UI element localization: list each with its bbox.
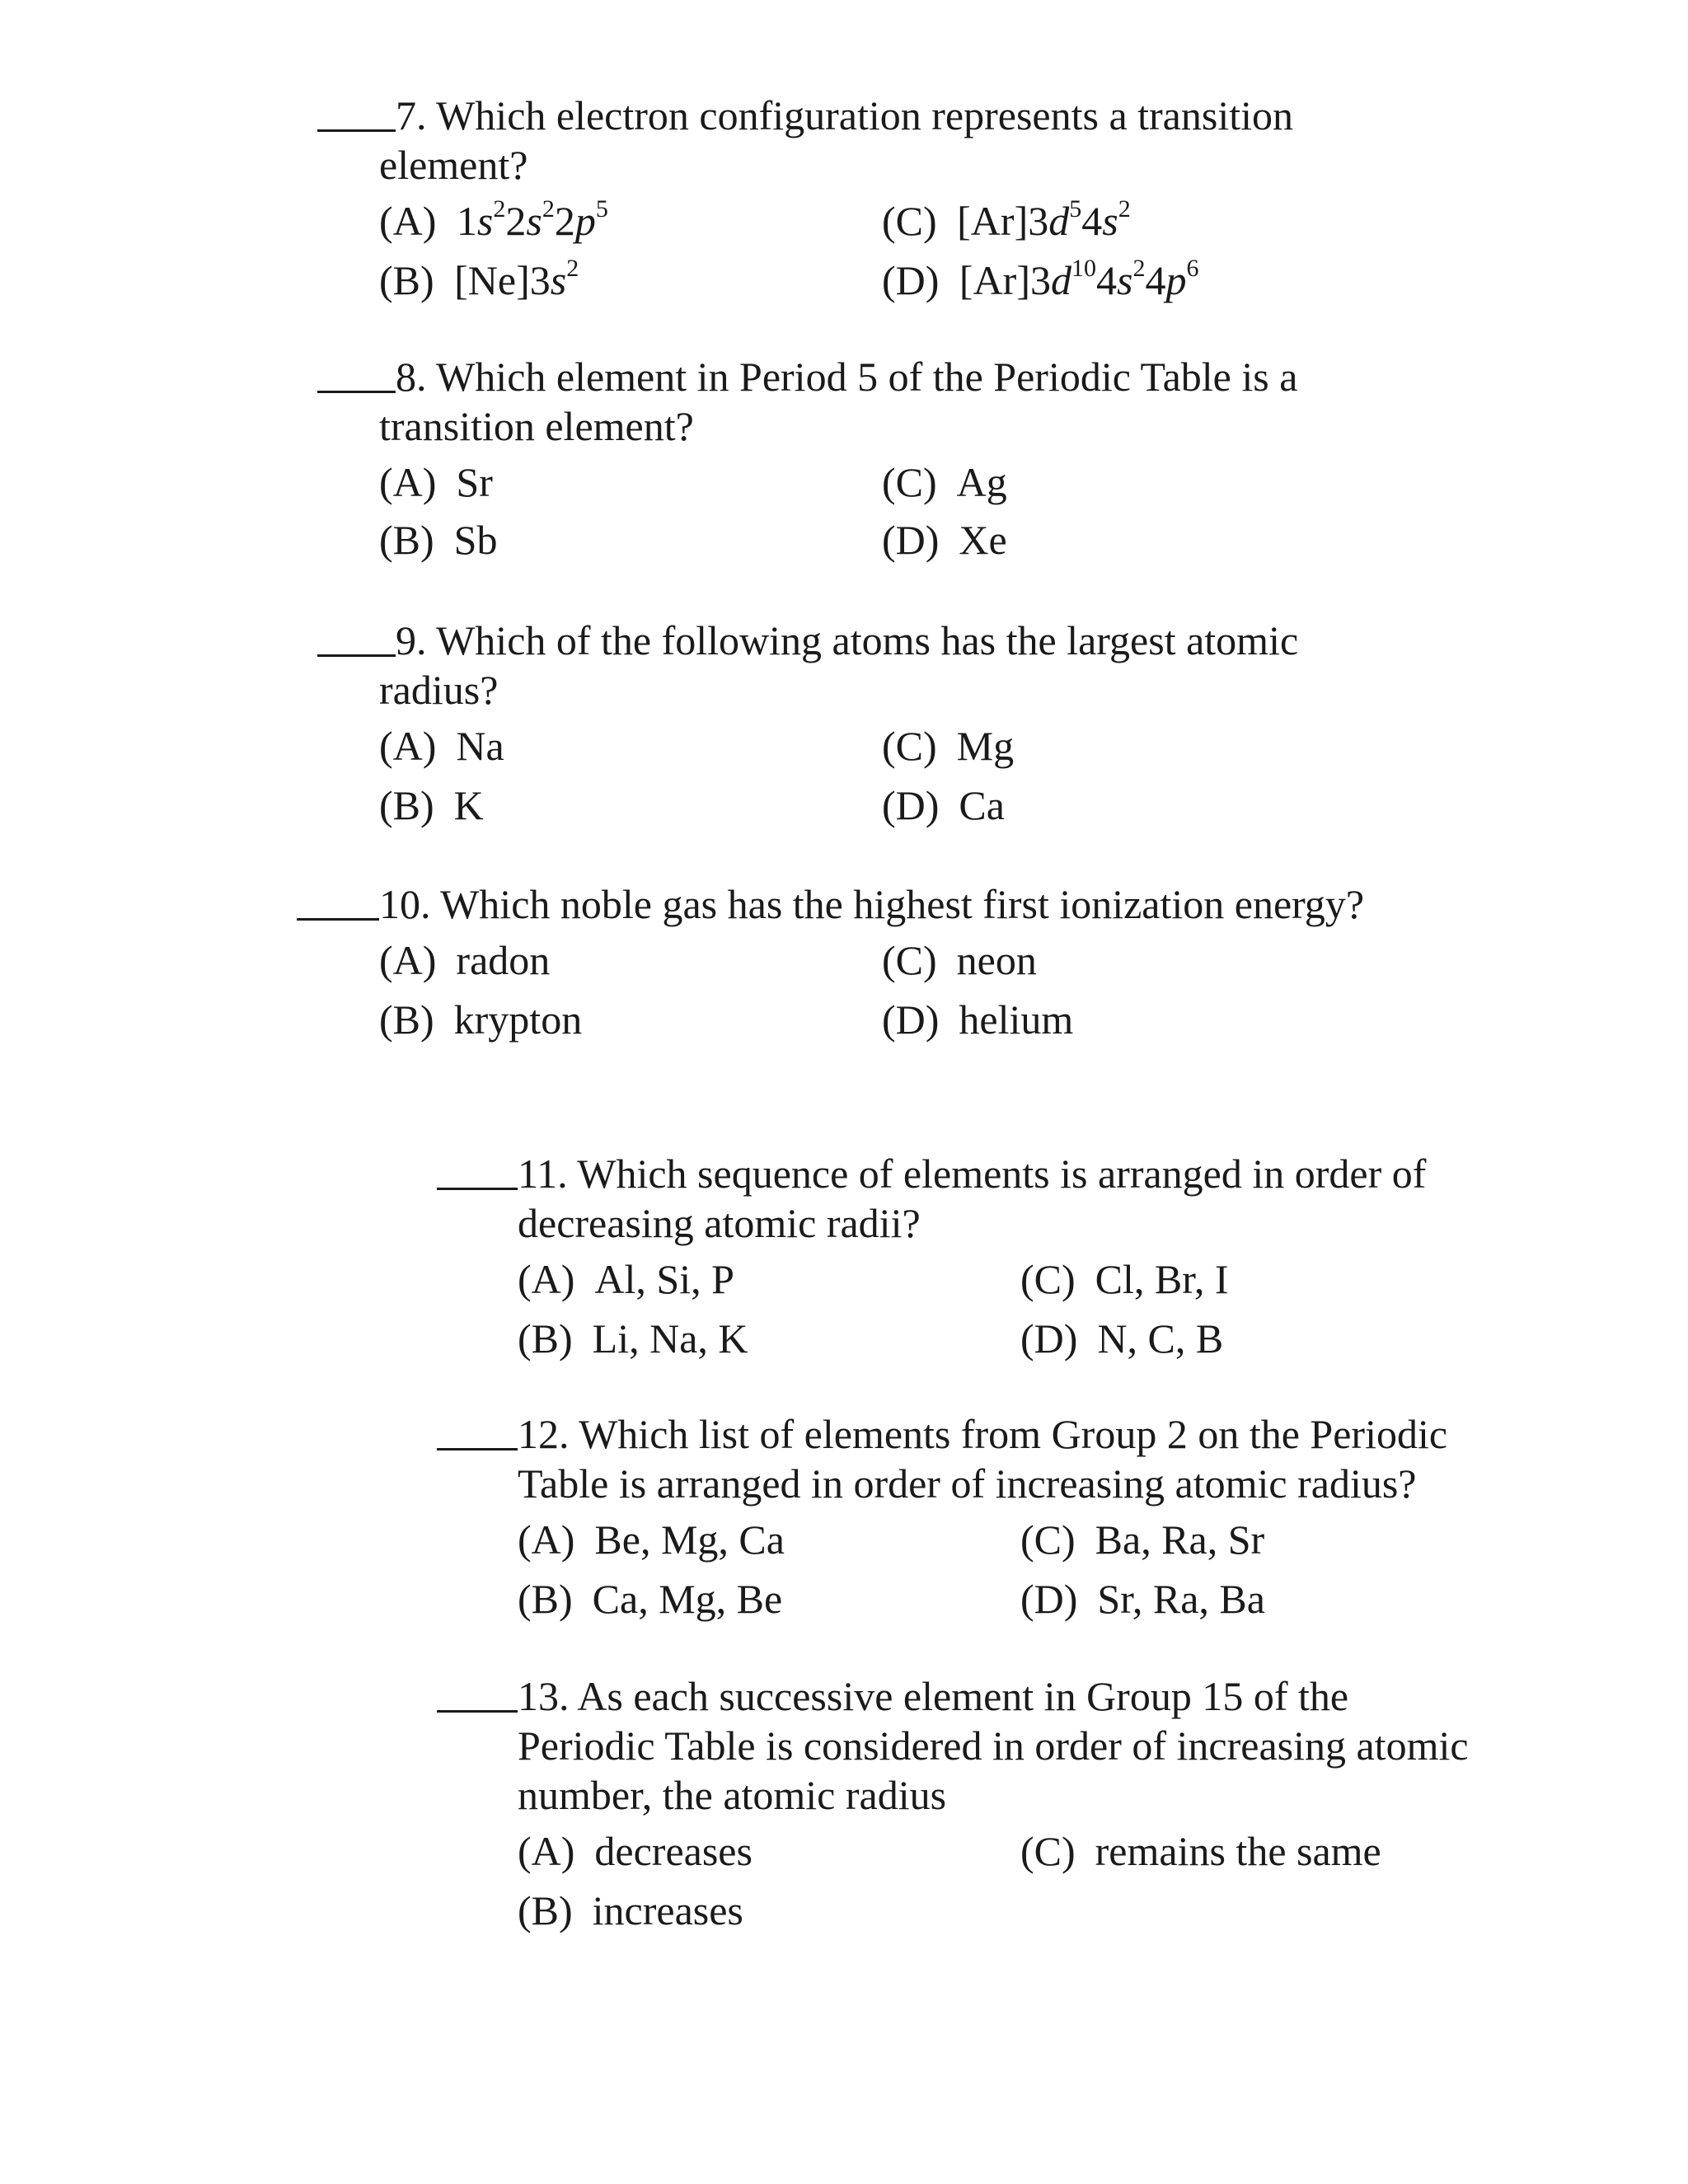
option-b[interactable]: (B) Li, Na, K (518, 1315, 748, 1361)
answer-blank[interactable] (317, 654, 396, 657)
question-stem (518, 1409, 1447, 1459)
answer-blank[interactable] (437, 1448, 518, 1451)
option-c[interactable]: (C) $[Ar]3d^54s^2$ (882, 195, 1131, 244)
option-b[interactable]: (B) Ca, Mg, Be (518, 1576, 783, 1622)
answer-blank[interactable] (317, 129, 396, 132)
question-text: As each successive element in Group 15 of the (577, 1673, 1349, 1719)
question-stem (518, 1149, 1426, 1198)
question-stem (396, 91, 1293, 140)
option-a[interactable]: (A) radon (379, 937, 551, 983)
option-b[interactable]: (B) $[Ne]3s^2$ (379, 255, 579, 303)
question-13 (518, 1671, 1469, 1950)
option-c[interactable]: (C) Mg (882, 723, 1015, 769)
option-a[interactable]: (A) Al, Si, P (518, 1256, 734, 1302)
answer-blank[interactable] (437, 1710, 518, 1713)
options (379, 457, 1297, 581)
question-text: Which sequence of elements is arranged in order of (577, 1151, 1427, 1197)
question-stem (518, 1671, 1469, 1721)
question-number: 8. (396, 354, 427, 400)
option-b[interactable]: (B) K (379, 782, 484, 828)
question-text: Which electron configuration represents a transition (436, 92, 1294, 138)
question-stem (396, 616, 1298, 665)
question-number: 9. (396, 617, 427, 663)
option-a[interactable]: (A) $1s^22s^22p^5$ (379, 195, 608, 244)
options (379, 935, 1364, 1059)
options (379, 721, 1298, 845)
question-11 (518, 1149, 1426, 1378)
question-number: 12. (518, 1411, 570, 1457)
question-stem-cont: Periodic Table is considered in order of increasing atomic (518, 1722, 1469, 1769)
question-stem-cont: element? (379, 142, 528, 188)
question-stem-cont: radius? (379, 667, 499, 713)
question-8 (379, 352, 1297, 581)
question-stem-cont: number, the atomic radius (518, 1772, 947, 1818)
question-text: Which noble gas has the highest first ionization energy? (440, 881, 1365, 927)
option-d[interactable]: (D) helium (882, 996, 1074, 1043)
option-a[interactable]: (A) Be, Mg, Ca (518, 1516, 785, 1563)
option-a[interactable]: (A) Sr (379, 459, 493, 505)
option-c[interactable]: (C) Ba, Ra, Sr (1020, 1516, 1265, 1563)
option-a[interactable]: (A) decreases (518, 1828, 753, 1874)
question-stem-cont: Table is arranged in order of increasing atomic radius? (518, 1460, 1417, 1507)
question-text: Which list of elements from Group 2 on the Periodic (579, 1411, 1448, 1457)
question-number: 7. (396, 92, 427, 138)
option-b[interactable]: (B) Sb (379, 517, 498, 563)
question-stem-cont: decreasing atomic radii? (518, 1200, 921, 1246)
options (518, 1515, 1447, 1638)
option-d[interactable]: (D) Ca (882, 782, 1005, 828)
option-c[interactable]: (C) Ag (882, 459, 1007, 505)
question-number: 10. (379, 881, 431, 927)
option-c[interactable]: (C) neon (882, 937, 1037, 983)
option-c[interactable]: (C) remains the same (1020, 1828, 1381, 1874)
question-12 (518, 1409, 1447, 1638)
question-text: Which of the following atoms has the largest atomic (436, 617, 1299, 663)
option-d[interactable]: (D) N, C, B (1020, 1315, 1224, 1361)
options (518, 1826, 1469, 1950)
question-stem (396, 352, 1297, 401)
question-stem (379, 879, 1364, 929)
question-9 (379, 616, 1298, 845)
question-number: 13. (518, 1673, 570, 1719)
option-a[interactable]: (A) Na (379, 723, 504, 769)
options (379, 196, 1293, 320)
question-text: Which element in Period 5 of the Periodic Table is a (436, 354, 1298, 400)
answer-blank[interactable] (317, 391, 396, 393)
answer-blank[interactable] (297, 918, 379, 921)
question-10 (379, 879, 1364, 1059)
question-number: 11. (518, 1151, 568, 1197)
option-b[interactable]: (B) increases (518, 1887, 743, 1933)
question-stem-cont: transition element? (379, 403, 694, 449)
option-b[interactable]: (B) krypton (379, 996, 583, 1043)
option-d[interactable]: (D) $[Ar]3d^{10}4s^24p^6$ (882, 255, 1199, 303)
option-d[interactable]: (D) Xe (882, 517, 1007, 563)
option-d[interactable]: (D) Sr, Ra, Ba (1020, 1576, 1265, 1622)
answer-blank[interactable] (437, 1188, 518, 1190)
question-7 (379, 91, 1293, 320)
option-c[interactable]: (C) Cl, Br, I (1020, 1256, 1229, 1302)
options (518, 1254, 1426, 1378)
